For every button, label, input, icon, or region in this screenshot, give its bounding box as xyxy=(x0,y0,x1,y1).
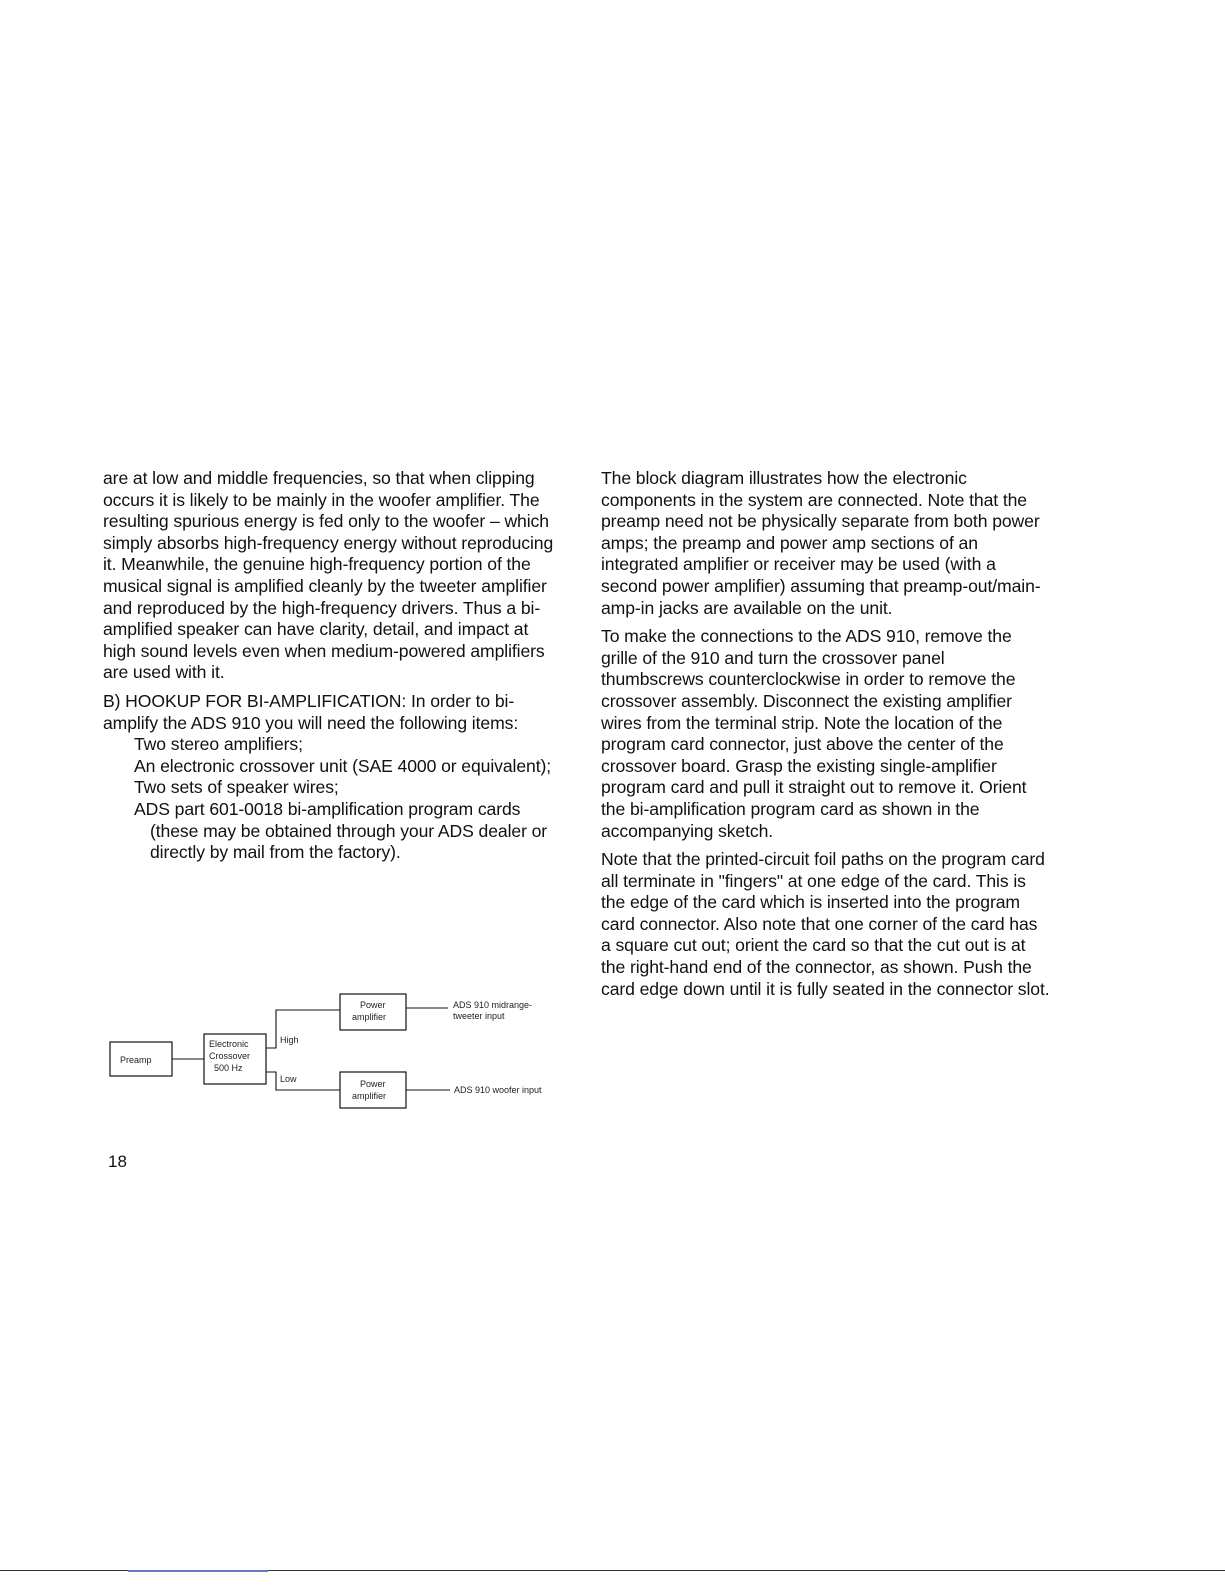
right-paragraph-2: To make the connections to the ADS 910, remove the grille of the 910 and turn the crossover panel thumbscrews counterclockwise in order to remove the crossover assembly. Disconnect the existing amplifier wires from the terminal strip. Note the location of the program card connector, just above the center of the crossover board. Grasp the existing single-amplifier program card and pull it straight out to remove it. Orient the bi-amplification program card as shown in the accompanying sketch. xyxy=(601,626,1027,841)
right-paragraph-3: Note that the printed-circuit foil paths on the program card all terminate in "fingers" at one edge of the card. This is the edge of the card which is inserted into the program card connector. Also note that one corner of the card has a square cut out; orient the card so that the cut out is at the right-hand end of the connector, as shown. Push the card edge down until it is fully seated in the connector slot. xyxy=(601,849,1050,999)
crossover-label-2: Crossover xyxy=(209,1051,251,1061)
right-paragraph-1: The block diagram illustrates how the electronic components in the system are connected. Note that the preamp need not be physically separate from both power amps; the preamp and power amp sections of an integrated amplifier or receiver may be used (with a second power amplifier) assuming that preamp-out/main-amp-in jacks are available on the unit. xyxy=(601,468,1041,618)
list-item: ADS part 601-0018 bi-amplification program cards (these may be obtained through your ADS dealer or directly by mail from the factory). xyxy=(134,798,548,863)
left-paragraph-2: B) HOOKUP FOR BI-AMPLIFICATION: In order to bi-amplify the ADS 910 you will need the following items: xyxy=(103,690,519,733)
power-amplifier-bottom-label-2: amplifier xyxy=(352,1091,387,1101)
page-number: 18 xyxy=(108,1152,127,1171)
power-amplifier-bottom-label-1: Power xyxy=(360,1079,386,1089)
block-diagram xyxy=(108,992,568,1119)
midrange-tweeter-input-label-1: ADS 910 midrange- xyxy=(453,1000,533,1010)
left-column xyxy=(103,468,558,864)
power-amplifier-top-label-1: Power xyxy=(360,1000,386,1010)
crossover-label-1: Electronic xyxy=(209,1039,249,1049)
list-item: Two stereo amplifiers; xyxy=(134,734,303,755)
power-amplifier-bottom-box xyxy=(340,1072,406,1108)
required-items-list xyxy=(103,734,558,864)
midrange-tweeter-input-label-2: tweeter input xyxy=(453,1011,505,1021)
right-column xyxy=(601,468,1051,1007)
list-item: Two sets of speaker wires; xyxy=(134,777,339,798)
list-item: An electronic crossover unit (SAE 4000 or equivalent); xyxy=(134,755,552,776)
low-label: Low xyxy=(280,1074,297,1084)
woofer-input-label: ADS 910 woofer input xyxy=(454,1085,542,1095)
high-label: High xyxy=(280,1035,299,1045)
crossover-label-3: 500 Hz xyxy=(214,1063,243,1073)
footer-accent-rule xyxy=(128,1570,268,1572)
left-paragraph-1: are at low and middle frequencies, so that when clipping occurs it is likely to be mainly in the woofer amplifier. The resulting spurious energy is fed only to the woofer – which simply absorbs high-frequency energy without reproducing it. Meanwhile, the genuine high-frequency portion of the musical signal is amplified cleanly by the tweeter amplifier and reproduced by the high-frequency drivers. Thus a bi-amplified speaker can have clarity, detail, and impact at high sound levels even when medium-powered amplifiers are used with it. xyxy=(103,468,554,683)
power-amplifier-top-label-2: amplifier xyxy=(352,1012,387,1022)
preamp-label: Preamp xyxy=(120,1055,152,1065)
